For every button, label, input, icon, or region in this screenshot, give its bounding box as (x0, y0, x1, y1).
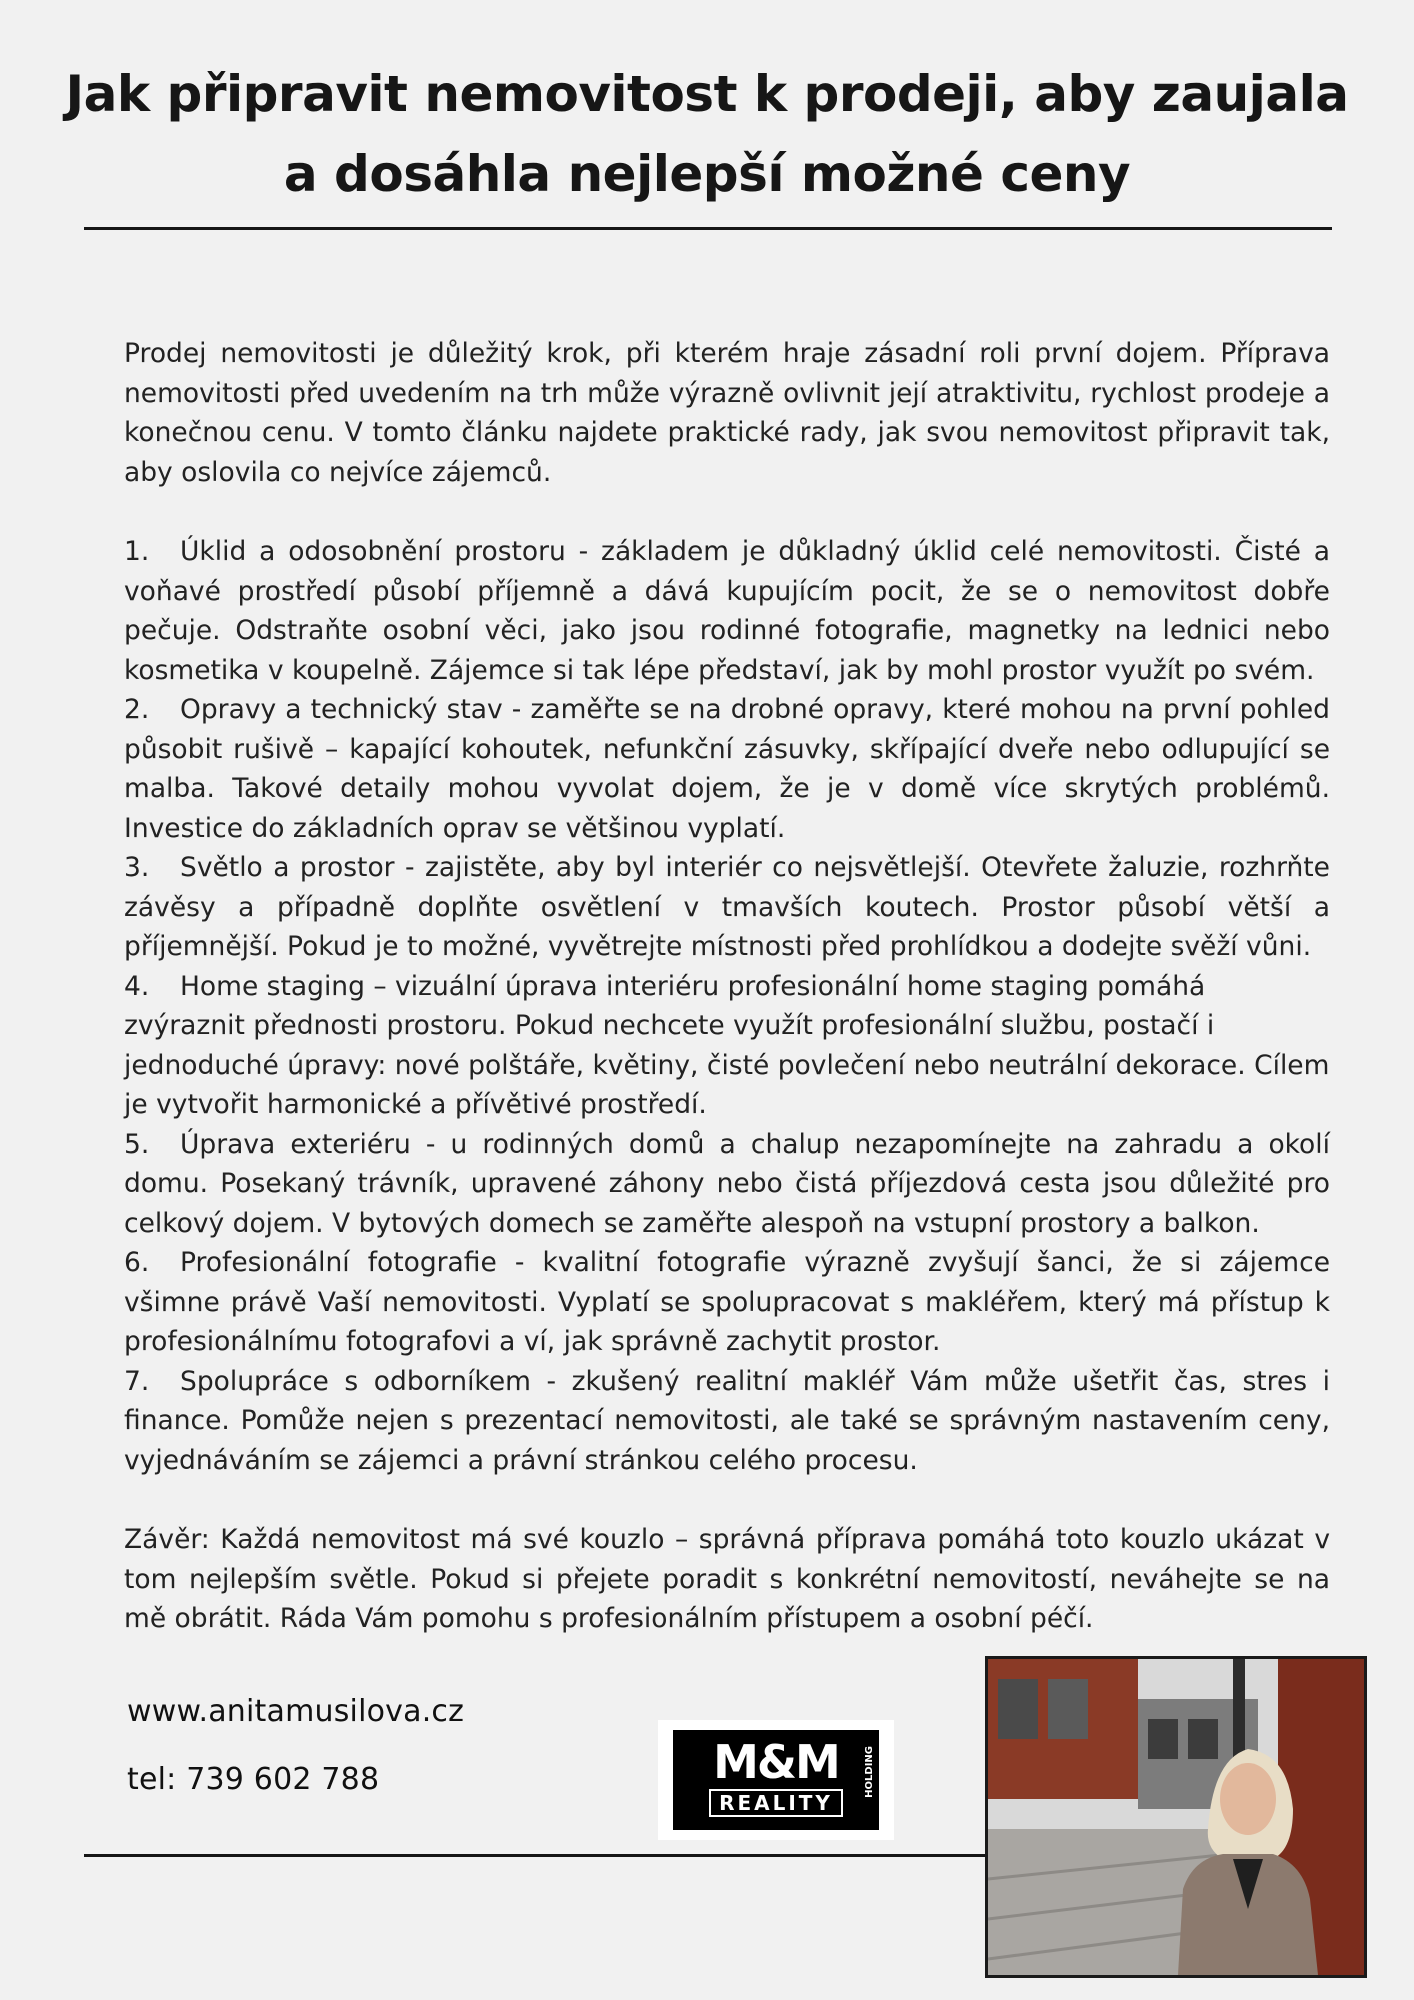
website-link[interactable]: www.anitamusilova.cz (127, 1694, 465, 1729)
list-item-text: Úklid a odosobnění prostoru - základem je důkladný úklid celé nemovitosti. Čisté a voňavé prostředí působí příjemně a dává kupujícím pocit, že se o nemovitost dobře pečuje. Odstraňte osobní věci, jako jsou rodinné fotografie, magnetky na lednici nebo kosmetika v koupelně. Zájemce si tak lépe představí, jak by mohl prostor využít po svém. (124, 536, 1330, 686)
logo-wordmark: REALITY (709, 1789, 843, 1817)
list-item-number: 7. (124, 1365, 150, 1397)
logo-mark (673, 1730, 879, 1830)
article-body (124, 334, 1330, 1639)
list-item (124, 532, 1330, 690)
logo-holding: HOLDING (864, 1746, 875, 1798)
list-item-text: Opravy a technický stav - zaměřte se na drobné opravy, které mohou na první pohled působit rušivě – kapající kohoutek, nefunkční zásuvky, skřípající dveře nebo odlupující se malba. Takové detaily mohou vyvolat dojem, že je v domě více skrytých problémů. Investice do základních oprav se většinou vyplatí. (124, 694, 1330, 844)
list-item (124, 967, 1330, 1125)
logo-letters: M&M (713, 1735, 839, 1789)
intro-paragraph: Prodej nemovitosti je důležitý krok, při kterém hraje zásadní roli první dojem. Příprava nemovitosti před uvedením na trh může výrazně ovlivnit její atraktivitu, rychlost prodeje a konečnou cenu. V tomto článku najdete praktické rady, jak svou nemovitost připravit tak, aby oslovila co nejvíce zájemců. (124, 338, 1330, 488)
list-item (124, 848, 1330, 967)
list-item-text: Spolupráce s odborníkem - zkušený realitní makléř Vám může ušetřit čas, stres i finance. Pomůže nejen s prezentací nemovitosti, ale také se správným nastavením ceny, vyjednáváním se zájemci a právní stránkou celého procesu. (124, 1365, 1330, 1476)
tips-list (124, 532, 1330, 1480)
mm-reality-logo (658, 1720, 894, 1840)
list-item-number: 1. (124, 536, 150, 567)
list-item (124, 1243, 1330, 1362)
list-item (124, 1362, 1330, 1481)
list-item-number: 4. (124, 970, 150, 1002)
list-item (124, 690, 1330, 848)
agent-portrait-photo (985, 1656, 1367, 1978)
list-item-number: 3. (124, 852, 150, 883)
list-item-text: Úprava exteriéru - u rodinných domů a chalup nezapomínejte na zahradu a okolí domu. Posekaný trávník, upravené záhony nebo čistá příjezdová cesta jsou důležité pro celkový dojem. V bytových domech se zaměřte alespoň na vstupní prostory a balkon. (124, 1128, 1330, 1239)
portrait-illustration (988, 1659, 1364, 1975)
phone-number[interactable]: tel: 739 602 788 (127, 1762, 380, 1797)
page-title: Jak připravit nemovitost k prodeji, aby zaujala a dosáhla nejlepší možné ceny (65, 65, 1349, 203)
title-divider (84, 227, 1332, 230)
list-item-number: 2. (124, 694, 150, 725)
list-item-text: Home staging – vizuální úprava interiéru profesionální home staging pomáhá zvýraznit přednosti prostoru. Pokud nechcete využít profesionální službu, postačí i jednoduché úpravy: nové polštáře, květiny, čisté povlečení nebo neutrální dekorace. Cílem je vytvořit harmonické a přívětivé prostředí. (124, 970, 1330, 1120)
list-item-text: Profesionální fotografie - kvalitní fotografie výrazně zvyšují šanci, že si zájemce všimne právě Vaší nemovitosti. Vyplatí se spolupracovat s makléřem, který má přístup k profesionálnímu fotografovi a ví, jak správně zachytit prostor. (124, 1247, 1330, 1357)
conclusion-paragraph: Závěr: Každá nemovitost má své kouzlo – správná příprava pomáhá toto kouzlo ukázat v tom nejlepším světle. Pokud si přejete poradit s konkrétní nemovitostí, neváhejte se na mě obrátit. Ráda Vám pomohu s profesionálním přístupem a osobní péčí. (124, 1524, 1330, 1634)
footer-divider (84, 1854, 988, 1857)
list-item-number: 5. (124, 1128, 150, 1160)
list-item (124, 1125, 1330, 1244)
list-item-number: 6. (124, 1247, 150, 1278)
list-item-text: Světlo a prostor - zajistěte, aby byl interiér co nejsvětlejší. Otevřete žaluzie, rozhrňte závěsy a případně doplňte osvětlení v tmavších koutech. Prostor působí větší a příjemnější. Pokud je to možné, vyvětrejte místnosti před prohlídkou a dodejte svěží vůni. (124, 852, 1330, 962)
